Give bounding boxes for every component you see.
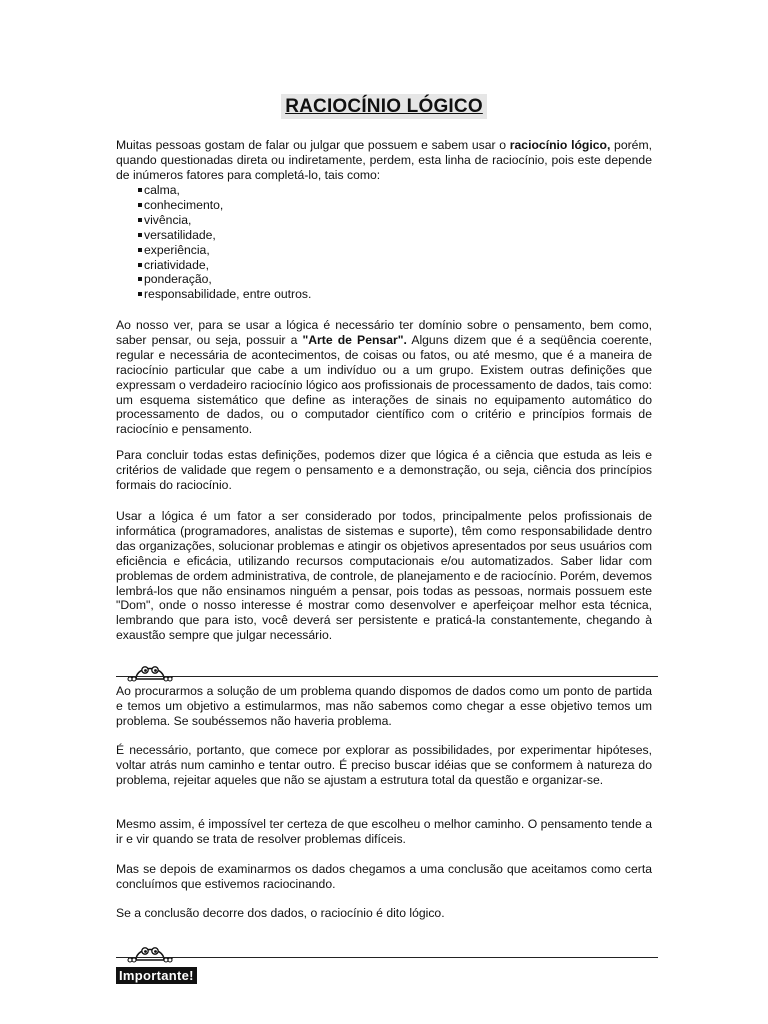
- intro-paragraph: [116, 138, 652, 183]
- section-divider: [116, 676, 658, 677]
- p2-text-end: Alguns dizem que é a seqüência coerente, regular e necessária de acontecimentos, de coisas ou fatos, ou até mesmo, que é a maneira de raciocínio particular que cabe a um indivíduo ou a um grupo. Existem outras definições que expressam o verdadeiro raciocínio lógico aos profissionais de processamento de dados, tais como: um esquema sistemático que define as interações de sinais no equipamento automático do processamento de dados, ou o computador científico com o critério e princípios formais de raciocínio e pensamento.: [116, 332, 652, 437]
- p2-bold: "Arte de Pensar".: [302, 332, 407, 347]
- factors-list: [138, 183, 311, 302]
- paragraph-problema: Ao procurarmos a solução de um problema quando dispomos de dados como um ponto de partida e temos um objetivo a estimularmos, mas não sabemos como chegar a esse objetivo temos um problema. Se soubéssemos não haveria problema.: [116, 684, 652, 728]
- page-title-wrapper: [0, 96, 768, 118]
- list-item: responsabilidade, entre outros.: [138, 287, 311, 302]
- list-item: vivência,: [138, 213, 311, 228]
- paragraph-mesmo-assim: Mesmo assim, é impossível ter certeza de que escolheu o melhor caminho. O pensamento tende a ir e vir quando se trata de resolver problemas difíceis.: [116, 817, 652, 846]
- intro-text: Muitas pessoas gostam de falar ou julgar que possuem e sabem usar o: [116, 138, 510, 152]
- section-divider: [116, 957, 658, 958]
- paragraph-mas-se-depois: Mas se depois de examinarmos os dados chegamos a uma conclusão que aceitamos como certa concluímos que estivemos raciocinando.: [116, 862, 652, 891]
- paragraph-usar-logica: Usar a lógica é um fator a ser considerado por todos, principalmente pelos profissionais de informática (programadores, analistas de sistemas e suporte), têm como responsabilidade dentro das organizações, solucionar problemas e atingir os objetivos apresentados por seus usuários com eficiência e eficácia, utilizando recursos computacionais e/ou automatizados. Saber lidar com problemas de ordem administrativa, de controle, de planejamento e de raciocínio. Porém, devemos lembrá-los que não ensinamos ninguém a pensar, pois todas as pessoas, normais possuem este "Dom", onde o nosso interesse é mostrar como desenvolver e aperfeiçoar melhor esta técnica, lembrando que para isto, você deverá ser persistente e praticá-la constantemente, chegando à exaustão sempre que julgar necessário.: [116, 509, 652, 643]
- list-item: ponderação,: [138, 272, 311, 287]
- list-item: experiência,: [138, 243, 311, 258]
- paragraph-conclusion: Para concluir todas estas definições, podemos dizer que lógica é a ciência que estuda as leis e critérios de validade que regem o pensamento e a demonstração, ou seja, ciência dos princípios formais do raciocínio.: [116, 448, 652, 492]
- peeking-face-icon: [126, 936, 174, 964]
- page-title: RACIOCÍNIO LÓGICO: [281, 94, 487, 119]
- paragraph-necessario: É necessário, portanto, que comece por explorar as possibilidades, por experimentar hipóteses, voltar atrás num caminho e tentar outro. É preciso buscar idéias que se conformem à natureza do problema, rejeitar aqueles que não se ajustam a estrutura total da questão e organizar-se.: [116, 743, 652, 787]
- paragraph-arte-de-pensar: [116, 318, 652, 437]
- list-item: conhecimento,: [138, 198, 311, 213]
- p2-text: Ao nosso ver, para se usar a lógica é necessário ter domínio sobre o pensamento, bem como, saber pensar, ou seja, possuir a: [116, 318, 652, 347]
- peeking-face-icon: [126, 655, 174, 683]
- paragraph-conclusao-logica: Se a conclusão decorre dos dados, o raciocínio é dito lógico.: [116, 906, 445, 920]
- intro-bold: raciocínio lógico,: [509, 138, 611, 152]
- list-item: criatividade,: [138, 258, 311, 273]
- intro-text-end: porém, quando questionadas direta ou indiretamente, perdem, esta linha de raciocínio, pois este depende de inúmeros fatores para completá-lo, tais como:: [116, 138, 652, 182]
- important-label: Importante!: [116, 967, 197, 984]
- list-item: versatilidade,: [138, 228, 311, 243]
- list-item: calma,: [138, 183, 311, 198]
